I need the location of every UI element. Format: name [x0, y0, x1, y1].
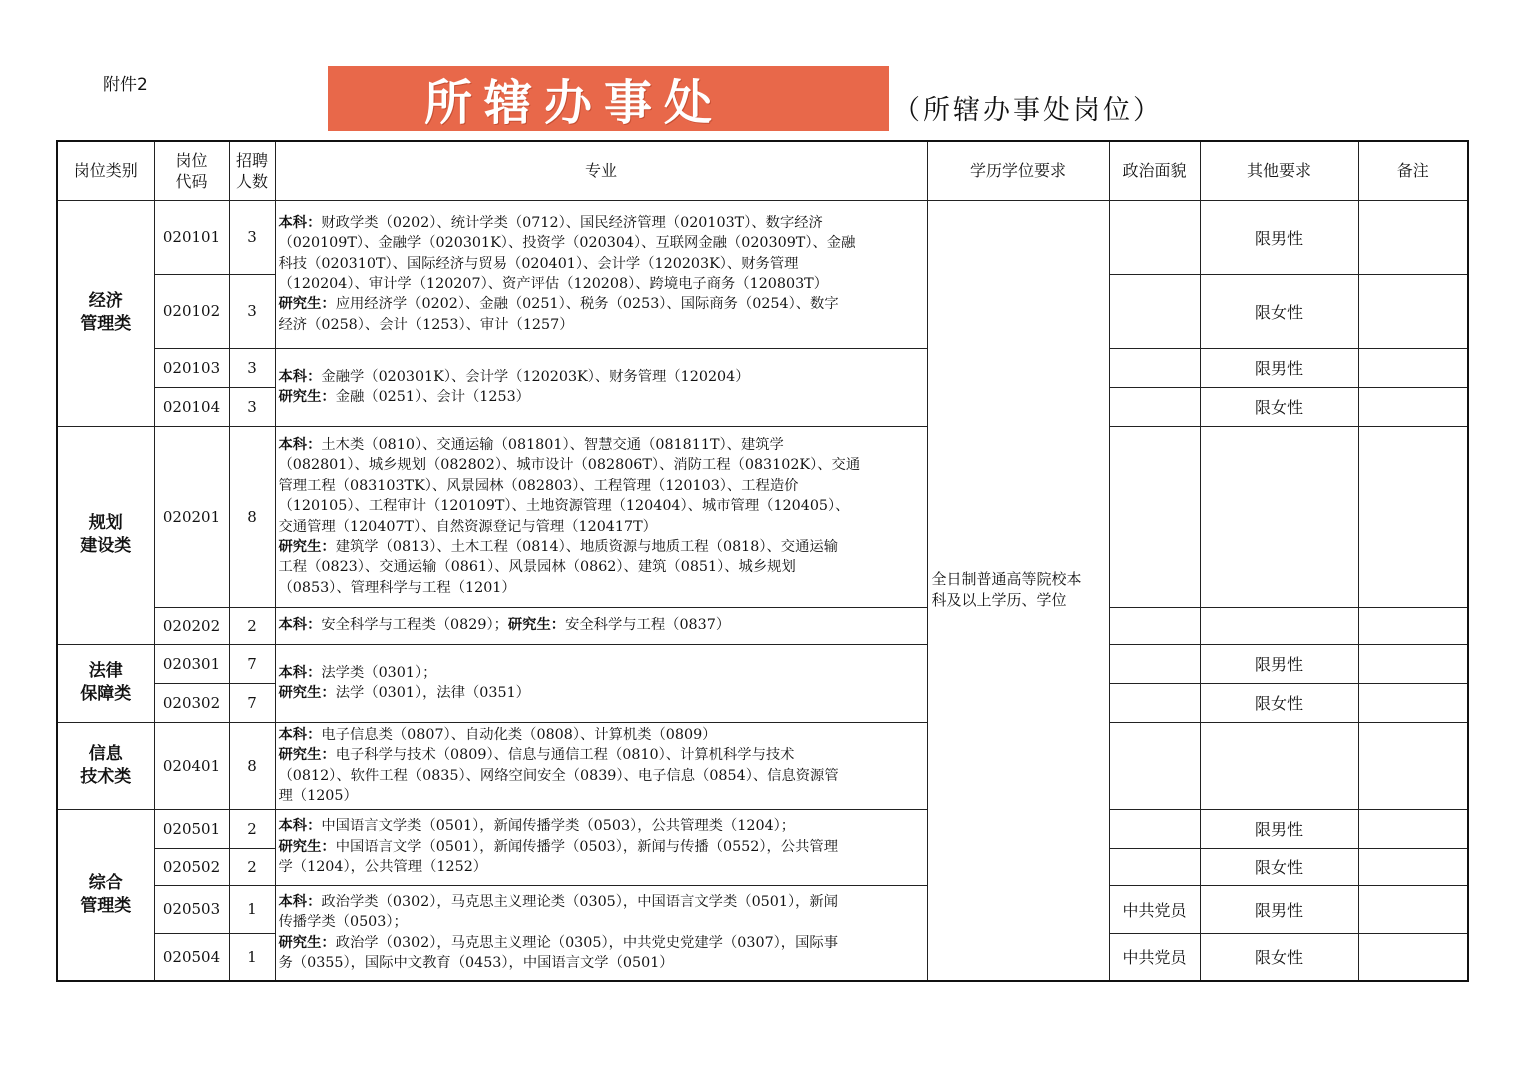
- undergrad-label: 本科：: [278, 893, 322, 910]
- attachment-label: 附件2: [103, 75, 148, 95]
- other-requirement: [1200, 426, 1358, 607]
- category-planning: 规划 建设类: [57, 426, 154, 644]
- major-requirements: [275, 426, 927, 607]
- hire-count: 3: [229, 274, 275, 348]
- undergrad-majors: 中国语言文学类（0501），新闻传播学类（0503），公共管理类（1204）；: [321, 818, 796, 835]
- table-row: [57, 644, 1468, 683]
- other-requirement: 限男性: [1200, 809, 1358, 848]
- political-status: [1109, 809, 1200, 848]
- position-code: 020103: [154, 348, 229, 387]
- political-status: [1109, 348, 1200, 387]
- other-requirement: 限男性: [1200, 200, 1358, 274]
- table-row: [57, 722, 1468, 809]
- position-code: 020301: [154, 644, 229, 683]
- undergrad-majors: 财政学类（0202）、统计学类（0712）、国民经济管理（020103T）、数字经济 （020109T）、金融学（020301K）、投资学（020304）、互联网金融（020309T）、金融 科技（020310T）、国际经济与贸易（020401）、会计学（120203K）、财务管理 （120204）、审计学（120207）、资产评估（120208）、跨境电子商务（120803T）: [278, 214, 856, 292]
- postgrad-label: 研究生：: [278, 838, 336, 855]
- page-subtitle: （所辖办事处岗位）: [893, 95, 1163, 126]
- postgrad-label: 研究生：: [278, 747, 336, 764]
- other-requirement: [1200, 722, 1358, 809]
- position-code: 020201: [154, 426, 229, 607]
- remarks-cell: [1358, 426, 1468, 607]
- hire-count: 7: [229, 683, 275, 722]
- postgrad-label: 研究生：: [278, 538, 336, 555]
- category-it: 信息 技术类: [57, 722, 154, 809]
- header-education: 学历学位要求: [927, 141, 1109, 200]
- undergrad-majors: 电子信息类（0807）、自动化类（0808）、计算机类（0809）: [321, 726, 717, 743]
- undergrad-label: 本科：: [278, 436, 322, 453]
- header-major: 专业: [275, 141, 927, 200]
- political-status: [1109, 607, 1200, 644]
- position-code: 020501: [154, 809, 229, 848]
- header-count: 招聘 人数: [229, 141, 275, 200]
- table-row: [57, 426, 1468, 607]
- undergrad-majors: 金融学（020301K）、会计学（120203K）、财务管理（120204）: [321, 368, 750, 385]
- category-econ: 经济 管理类: [57, 200, 154, 426]
- position-code: 020101: [154, 200, 229, 274]
- header-remarks: 备注: [1358, 141, 1468, 200]
- remarks-cell: [1358, 683, 1468, 722]
- postgrad-majors: 政治学（0302），马克思主义理论（0305），中共党史党建学（0307），国际事 务（0355），国际中文教育（0453），中国语言文学（0501）: [278, 934, 838, 972]
- table-row: [57, 885, 1468, 933]
- hire-count: 1: [229, 933, 275, 981]
- other-requirement: [1200, 607, 1358, 644]
- hire-count: 7: [229, 644, 275, 683]
- other-requirement: 限女性: [1200, 683, 1358, 722]
- postgrad-majors: 应用经济学（0202）、金融（0251）、税务（0253）、国际商务（0254）、数字 经济（0258）、会计（1253）、审计（1257）: [278, 296, 839, 333]
- header-political: 政治面貌: [1109, 141, 1200, 200]
- postgrad-label: 研究生：: [278, 685, 336, 701]
- postgrad-majors: 安全科学与工程（0837）: [565, 617, 731, 634]
- position-code: 020202: [154, 607, 229, 644]
- hire-count: 8: [229, 722, 275, 809]
- political-status: [1109, 722, 1200, 809]
- undergrad-label: 本科：: [278, 368, 322, 385]
- hire-count: 8: [229, 426, 275, 607]
- undergrad-majors: 政治学类（0302），马克思主义理论类（0305），中国语言文学类（0501），新闻 传播学类（0503）；: [278, 893, 838, 931]
- position-code: 020502: [154, 848, 229, 885]
- postgrad-label: 研究生：: [278, 934, 336, 951]
- other-requirement: 限男性: [1200, 348, 1358, 387]
- undergrad-majors: 法学类（0301）；: [321, 664, 437, 681]
- postgrad-majors: 法学（0301），法律（0351）: [335, 685, 530, 701]
- postgrad-majors: 金融（0251）、会计（1253）: [335, 389, 530, 405]
- major-requirements: [275, 722, 927, 809]
- undergrad-label: 本科：: [278, 214, 322, 231]
- undergrad-label: 本科：: [278, 818, 322, 835]
- political-status: [1109, 848, 1200, 885]
- remarks-cell: [1358, 885, 1468, 933]
- other-requirement: 限女性: [1200, 848, 1358, 885]
- major-requirements: [275, 809, 927, 885]
- undergrad-label: 本科：: [278, 664, 322, 681]
- postgrad-majors: 中国语言文学（0501），新闻传播学（0503），新闻与传播（0552），公共管理 学（1204），公共管理（1252）: [278, 838, 838, 876]
- hire-count: 3: [229, 200, 275, 274]
- postgrad-label: 研究生：: [507, 617, 566, 634]
- table-row: [57, 607, 1468, 644]
- other-requirement: 限女性: [1200, 387, 1358, 426]
- hire-count: 1: [229, 885, 275, 933]
- remarks-cell: [1358, 607, 1468, 644]
- undergrad-majors: 安全科学与工程类（0829）；: [321, 617, 508, 634]
- remarks-cell: [1358, 644, 1468, 683]
- position-code: 020504: [154, 933, 229, 981]
- remarks-cell: [1358, 809, 1468, 848]
- other-requirement: 限男性: [1200, 885, 1358, 933]
- major-requirements: [275, 644, 927, 722]
- postgrad-label: 研究生：: [278, 296, 336, 313]
- undergrad-label: 本科：: [278, 617, 322, 634]
- hire-count: 2: [229, 607, 275, 644]
- table-row: [57, 348, 1468, 387]
- positions-table: [56, 140, 1469, 982]
- major-requirements: [275, 607, 927, 644]
- postgrad-label: 研究生：: [278, 389, 336, 405]
- position-code: 020503: [154, 885, 229, 933]
- position-code: 020302: [154, 683, 229, 722]
- other-requirement: 限女性: [1200, 933, 1358, 981]
- major-requirements: [275, 348, 927, 426]
- major-requirements: [275, 200, 927, 348]
- hire-count: 3: [229, 387, 275, 426]
- hire-count: 2: [229, 809, 275, 848]
- remarks-cell: [1358, 722, 1468, 809]
- education-requirement: 全日制普通高等院校本 科及以上学历、学位: [927, 200, 1109, 981]
- political-status: [1109, 200, 1200, 274]
- undergrad-label: 本科：: [278, 726, 322, 743]
- political-status: [1109, 274, 1200, 348]
- table-row: [57, 200, 1468, 274]
- postgrad-majors: 电子科学与技术（0809）、信息与通信工程（0810）、计算机科学与技术 （0812）、软件工程（0835）、网络空间安全（0839）、电子信息（0854）、信息资源管 理（1205）: [278, 747, 839, 804]
- banner-title: 所辖办事处: [424, 75, 725, 131]
- hire-count: 3: [229, 348, 275, 387]
- remarks-cell: [1358, 200, 1468, 274]
- header-other: 其他要求: [1200, 141, 1358, 200]
- header-category: 岗位类别: [57, 141, 154, 200]
- political-status: 中共党员: [1109, 933, 1200, 981]
- position-code: 020401: [154, 722, 229, 809]
- other-requirement: 限女性: [1200, 274, 1358, 348]
- hire-count: 2: [229, 848, 275, 885]
- category-law: 法律 保障类: [57, 644, 154, 722]
- position-code: 020104: [154, 387, 229, 426]
- political-status: [1109, 644, 1200, 683]
- postgrad-majors: 建筑学（0813）、土木工程（0814）、地质资源与地质工程（0818）、交通运输 工程（0823）、交通运输（0861）、风景园林（0862）、建筑（0851）、城乡规划 （0853）、管理科学与工程（1201）: [278, 538, 838, 596]
- category-general: 综合 管理类: [57, 809, 154, 981]
- political-status: 中共党员: [1109, 885, 1200, 933]
- position-code: 020102: [154, 274, 229, 348]
- other-requirement: 限男性: [1200, 644, 1358, 683]
- political-status: [1109, 683, 1200, 722]
- title-banner: [328, 66, 889, 131]
- remarks-cell: [1358, 387, 1468, 426]
- political-status: [1109, 426, 1200, 607]
- table-row: [57, 809, 1468, 848]
- header-code: 岗位 代码: [154, 141, 229, 200]
- undergrad-majors: 土木类（0810）、交通运输（081801）、智慧交通（081811T）、建筑学 （082801）、城乡规划（082802）、城市设计（082806T）、消防工程（083102K）、交通 管理工程（083103TK）、风景园林（082803）、工程管理（120103）、工程造价 （120105）、工程审计（120109T）、土地资源管理（120404）、城市管理（120405）、 交通管理（120407T）、自然资源登记与管理（120417T）: [278, 436, 861, 535]
- remarks-cell: [1358, 274, 1468, 348]
- remarks-cell: [1358, 933, 1468, 981]
- political-status: [1109, 387, 1200, 426]
- remarks-cell: [1358, 848, 1468, 885]
- header-row: [57, 141, 1468, 200]
- remarks-cell: [1358, 348, 1468, 387]
- major-requirements: [275, 885, 927, 981]
